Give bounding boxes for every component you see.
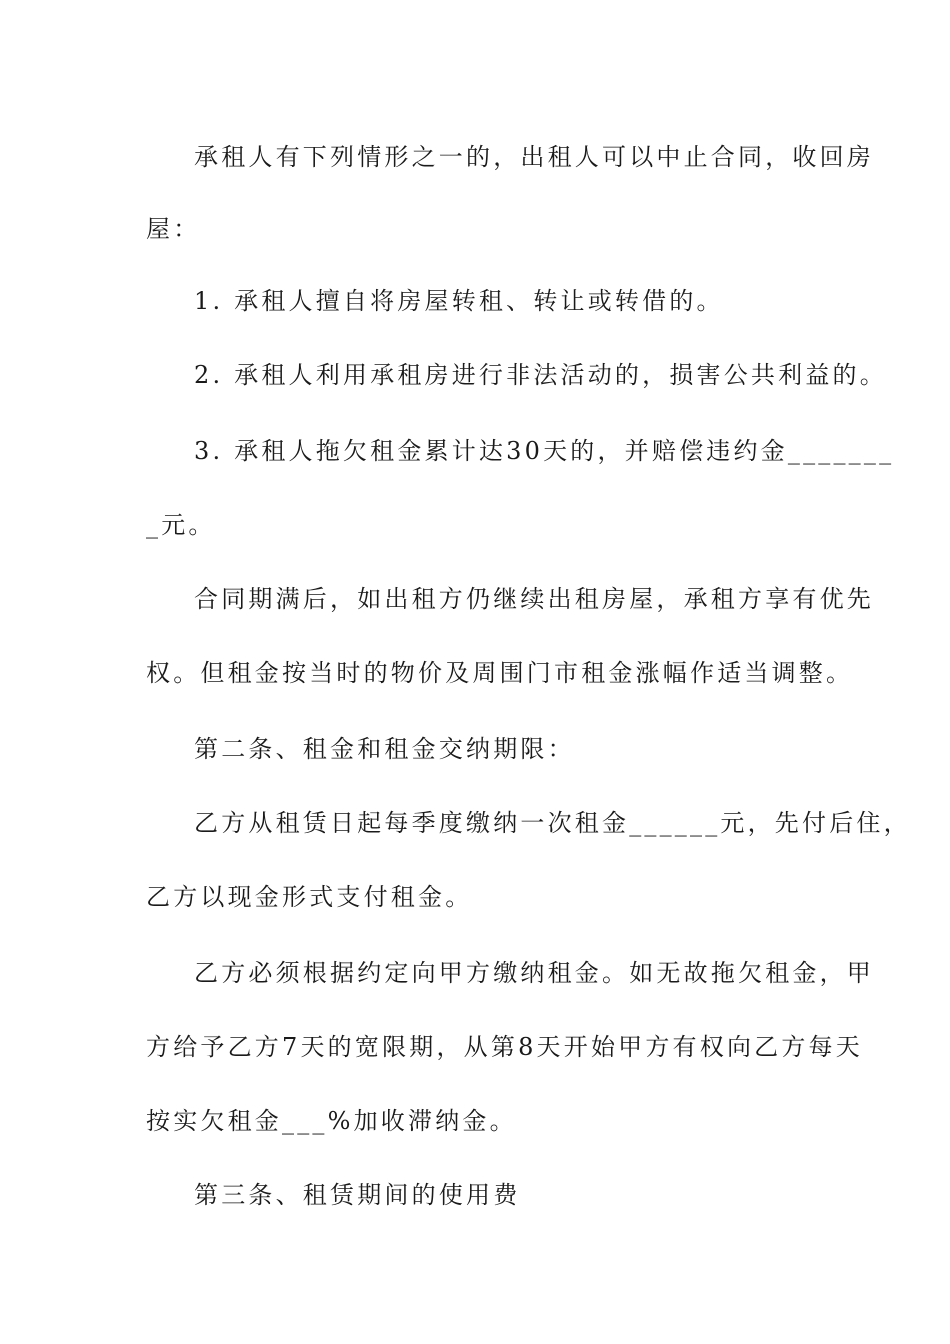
paragraph-rent-payment: 乙方从租赁日起每季度缴纳一次租金______元，先付后住， [194,809,911,837]
paragraph-termination-intro-cont: 屋： [146,215,201,243]
clause-item-3: 3. 承租人拖欠租金累计达30天的，并赔偿违约金_______ [194,437,895,465]
section-heading-article-3: 第三条、租赁期间的使用费 [194,1181,521,1209]
paragraph-termination-intro: 承租人有下列情形之一的，出租人可以中止合同，收回房 [194,143,874,171]
clause-item-1: 1. 承租人擅自将房屋转租、转让或转借的。 [194,287,724,315]
paragraph-rent-payment-cont: 乙方以现金形式支付租金。 [146,883,473,911]
paragraph-late-fee-cont-2: 按实欠租金___%加收滞纳金。 [146,1107,517,1135]
paragraph-renewal-cont: 权。但租金按当时的物价及周围门市租金涨幅作适当调整。 [146,659,854,687]
paragraph-late-fee-cont-1: 方给予乙方7天的宽限期，从第8天开始甲方有权向乙方每天 [146,1033,863,1061]
section-heading-article-2: 第二条、租金和租金交纳期限： [194,735,575,763]
paragraph-late-fee: 乙方必须根据约定向甲方缴纳租金。如无故拖欠租金，甲 [194,959,874,987]
paragraph-renewal: 合同期满后，如出租方仍继续出租房屋，承租方享有优先 [194,585,874,613]
clause-item-2: 2. 承租人利用承租房进行非法活动的，损害公共利益的。 [194,361,887,389]
clause-item-3-cont: _元。 [146,511,216,539]
